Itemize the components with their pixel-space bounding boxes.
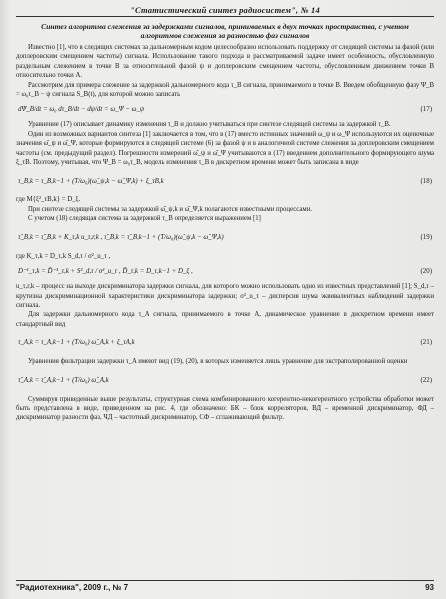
equation-18-expr: τ_B,k = τ_B,k−1 + (T/ω₀)(ω̂_ψ,k − ω̂_Ψ,k) + ξ_τB,k [18, 177, 164, 185]
equation-19-number: (19) [420, 233, 432, 241]
paragraph-tracking-system: С учетом (18) следящая система за задержкой τ_B определяется выражением [1] [28, 215, 261, 223]
article-title: Синтез алгоритма слежения за задержками сигналов, принимаемых в двух точках пространства, с учетом алгоритмов слежения за разностью фаз сигналов [41, 22, 409, 40]
equation-22-expr: τ̃_A,k = τ̂_A,k−1 + (T/ω₀) ω̂_A,k [18, 376, 109, 384]
paragraph-noise-variance: где M{ξ²_τB,k} = D_ξ. [16, 196, 81, 204]
paragraph-summary: Суммируя приведенные выше результаты, структурная схема комбинированного когерентно-некогерентного устройства обработки может быть представлена в виде, приведенном на рис. 4, где обозначено: БК – блок корреляторов, ВД – временной дискриминатор, ФД – дискриминатор разности фаз, ЧД – частотный дискриминатор, СФ – сглаживающий фильтр. [16, 395, 434, 422]
running-head: "Статистический синтез радиосистем", № 14 [16, 5, 434, 17]
paragraph-eq17-desc: Уравнение (17) описывает динамику изменения τ_B и должно учитываться при синтезе следящей системы за задержкой τ_B. [28, 121, 391, 129]
equation-17-expr: dΨ_B/dt = ω₀ dτ_B/dt − dψ/dt = ω_Ψ − ω_ψ [18, 106, 145, 114]
equation-20-number: (20) [420, 267, 432, 275]
paragraph-intro: Известно [1], что в следящих системах за дальномерным кодом целесообразно использовать поддержку от следящей системы за фазой (или доплеровским смещением частоты) сигнала. Использование такого подхода в рассматриваемой задаче имеет особенность, обусловленную раздельным слежением в точке B за относительной фазой ψ и доплеровским смещением частоты, обусловленным движением точки B относительно точки A. [16, 44, 434, 80]
equation-19-expr: τ̂_B,k = τ̃_B,k + K_τ,k u_τ,r,k , τ̃_B,k = τ̂_B,k−1 + (T/ω₀)(ω̂_ψ,k − ω̂_Ψ,k) [18, 233, 224, 241]
equation-17 [16, 102, 434, 117]
paragraph-example: Рассмотрим для примера слежение за задержкой дальномерного кода τ_B сигнала, принимаемого в точке B. Введем обобщенную фазу Ψ_B = ω₀τ_B − ψ сигнала S_B(t), для которой можно записать [16, 81, 434, 99]
equation-21-number: (21) [420, 339, 432, 347]
equation-17-number: (17) [420, 106, 432, 114]
equation-21 [16, 332, 434, 354]
paragraph-discriminator: u_τ,r,k – процесс на выходе дискриминатора задержки сигнала, для которого можно использовать одно из известных представлений [1]; S_d,τ – крутизна дискриминационной характеристики дискриминатора задержки; σ²_u_τ – дисперсия шума эквивалентных наблюдений задержки сигнала. [16, 283, 434, 309]
page-number: 93 [425, 583, 434, 592]
equation-19 [16, 227, 434, 249]
equation-20 [16, 264, 434, 279]
equation-22 [16, 370, 434, 392]
paragraph-filtering: Уравнения фильтрации задержки τ_A имеют вид (19), (20), в которых изменяется лишь уравнение для экстраполированной оценки [28, 358, 408, 366]
equation-19-where: где K_τ,k = D_τ,k S_d,τ / σ²_u_τ , [16, 252, 111, 260]
equation-21-expr: τ_A,k = τ_A,k−1 + (T/ω₀) ω̂_A,k + ξ_τA,k [18, 339, 135, 347]
paragraph-synthesis: Один из возможных вариантов синтеза [1] заключается в том, что в (17) вместо истинных значений ω_ψ и ω_Ψ используются их оценочные значения ω̂_ψ и ω̂_Ψ, которые формируются в следящей системе (6) за фазой ψ и в аналогичной системе слежения за доплеровским смещением частоты (см. предыдущий раздел). Погрешности измерений ω̂_ψ и ω̂_Ψ учитываются в (17) введением дополнительного формирующего шума ξ_τB. Поэтому, учитывая, что Ψ_B = ω₀τ_B, модель изменения τ_B в дискретном времени может быть записана в виде [16, 130, 434, 167]
journal-citation: "Радиотехника", 2009 г., № 7 [16, 583, 129, 592]
paragraph-delay-a: Для задержки дальномерного кода τ_A сигнала, принимаемого в точке A, динамическое уравнение в дискретном времени имеет стандартный вид [16, 311, 434, 328]
article-body [16, 43, 434, 423]
equation-22-number: (22) [420, 376, 432, 384]
equation-18 [16, 170, 434, 192]
equation-18-number: (18) [420, 177, 432, 185]
equation-20-expr: D⁻¹_τ,k = D̃⁻¹_τ,k + S²_d,τ / σ²_u_τ , D̃_τ,k = D_τ,k−1 + D_ξ , [18, 267, 193, 275]
paragraph-known-processes: При синтезе следящей системы за задержкой ω̂_ψ,k и ω̂_Ψ,k полагаются известными процессами. [28, 205, 313, 213]
page-footer [16, 580, 434, 592]
